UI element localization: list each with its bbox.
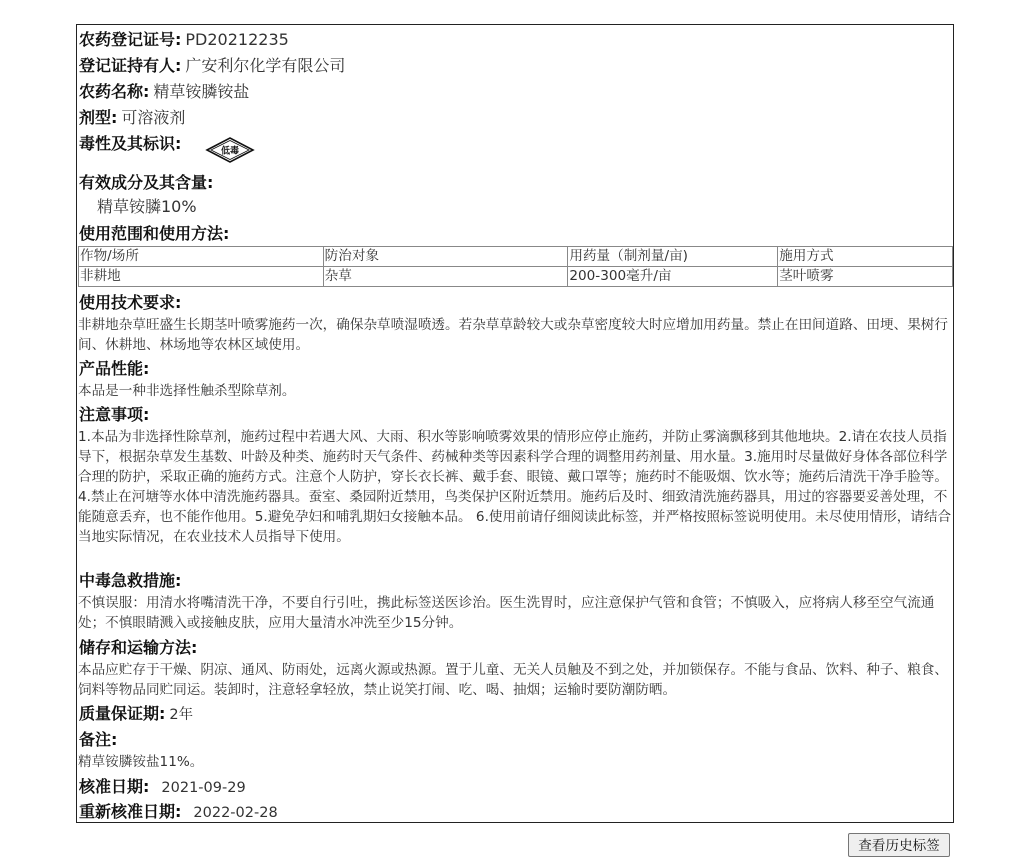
reapproval-date-value: 2022-02-28 xyxy=(193,805,278,821)
toxicity-badge-text: 低毒 xyxy=(220,146,240,157)
ingredient-value: 精草铵膦10% xyxy=(97,197,197,216)
formulation-value: 可溶液剂 xyxy=(121,108,186,127)
usage-header-cell: 用药量（制剂量/亩) xyxy=(568,247,778,267)
holder-label: 登记证持有人: xyxy=(79,56,182,75)
performance-text: 本品是一种非选择性触杀型除草剂。 xyxy=(78,383,296,399)
table-row xyxy=(79,267,953,287)
first-aid-heading xyxy=(79,571,951,591)
technique-heading xyxy=(79,293,951,313)
remarks-heading xyxy=(79,730,951,750)
registration-value: PD20212235 xyxy=(185,30,289,49)
view-history-label-button[interactable]: 查看历史标签 xyxy=(848,833,950,857)
storage-text: 本品应贮存于干燥、阴凉、通风、防雨处，远离火源或热源。置于儿童、无关人员触及不到之处，并加锁保存。不能与食品、饮料、种子、粮食、饲料等物品同贮同运。装卸时，注意轻拿轻放，禁止说笑打闹、吃、喝、抽烟；运输时要防潮防晒。 xyxy=(78,662,948,698)
pesticide-name-label: 农药名称: xyxy=(79,82,150,101)
performance-heading xyxy=(79,359,951,379)
toxicity-label: 毒性及其标识: xyxy=(79,134,182,153)
usage-header-cell: 防治对象 xyxy=(323,247,568,267)
low-toxicity-diamond-icon xyxy=(205,136,255,164)
approval-date-label: 核准日期: xyxy=(79,777,150,796)
approval-date-value: 2021-09-29 xyxy=(161,780,246,796)
usage-heading xyxy=(79,224,951,244)
usage-header-cell: 作物/场所 xyxy=(79,247,324,267)
registration-row xyxy=(79,30,951,50)
pesticide-name-value: 精草铵膦铵盐 xyxy=(153,82,250,101)
holder-value: 广安利尔化学有限公司 xyxy=(185,56,346,75)
first-aid-label: 中毒急救措施: xyxy=(79,571,182,590)
storage-label: 储存和运输方法: xyxy=(79,638,198,657)
usage-table xyxy=(78,246,953,287)
technique-label: 使用技术要求: xyxy=(79,293,182,312)
precautions-heading xyxy=(79,405,951,425)
ingredient-heading xyxy=(79,173,951,193)
remarks-label: 备注: xyxy=(79,730,118,749)
technique-text: 非耕地杂草旺盛生长期茎叶喷雾施药一次，确保杂草喷湿喷透。若杂草草龄较大或杂草密度较大时应增加用药量。禁止在田间道路、田埂、果树行间、休耕地、林场地等农林区域使用。 xyxy=(78,317,948,353)
ingredient-row xyxy=(97,197,951,217)
usage-table-header-row xyxy=(79,247,953,267)
usage-cell-method: 茎叶喷雾 xyxy=(778,267,953,287)
registration-label: 农药登记证号: xyxy=(79,30,182,49)
formulation-label: 剂型: xyxy=(79,108,118,127)
first-aid-text: 不慎误服：用清水将嘴清洗干净，不要自行引吐，携此标签送医诊治。医生洗胃时，应注意保护气管和食管；不慎吸入，应将病人移至空气流通处；不慎眼睛溅入或接触皮肤，应用大量清水冲洗至少15分钟。 xyxy=(78,595,935,631)
pesticide-name-row xyxy=(79,82,951,102)
precautions-label: 注意事项: xyxy=(79,405,150,424)
precautions-text: 1.本品为非选择性除草剂，施药过程中若遇大风、大雨、积水等影响喷雾效果的情形应停止施药，并防止雾滴飘移到其他地块。2.请在农技人员指导下，根据杂草发生基数、叶龄及种类、施药时天气条件、药械种类等因素科学合理的调整用药剂量、用水量。3.施用时尽量做好身体各部位科学合理的防护，采取正确的施药方式。注意个人防护，穿长衣长裤、戴手套、眼镜、戴口罩等；施药时不能吸烟、饮水等；施药后清洗干净手脸等。 4.禁止在河塘等水体中清洗施药器具。蚕室、桑园附近禁用，鸟类保护区附近禁用。施药后及时、细致清洗施药器具，用过的容器要妥善处理，不能随意丢弃，也不能作他用。5.避免孕妇和哺乳期妇女接触本品。 6.使用前请仔细阅读此标签，并严格按照标签说明使用。未尽使用情形，请结合当地实际情况，在农业技术人员指导下使用。 xyxy=(78,429,952,545)
holder-row xyxy=(79,56,951,76)
reapproval-date-row xyxy=(79,802,951,823)
performance-label: 产品性能: xyxy=(79,359,150,378)
usage-header-cell: 施用方式 xyxy=(778,247,953,267)
ingredient-label: 有效成分及其含量: xyxy=(79,173,214,192)
approval-date-row xyxy=(79,777,951,798)
usage-cell-target: 杂草 xyxy=(323,267,568,287)
usage-label: 使用范围和使用方法: xyxy=(79,224,230,243)
shelf-life-label: 质量保证期: xyxy=(79,704,166,723)
usage-cell-crop: 非耕地 xyxy=(79,267,324,287)
reapproval-date-label: 重新核准日期: xyxy=(79,802,182,821)
label-info-panel xyxy=(76,24,954,823)
shelf-life-row xyxy=(79,704,951,725)
shelf-life-value: 2年 xyxy=(169,707,194,723)
usage-cell-dosage: 200-300毫升/亩 xyxy=(568,267,778,287)
remarks-text: 精草铵膦铵盐11%。 xyxy=(78,754,204,770)
storage-heading xyxy=(79,638,951,658)
formulation-row xyxy=(79,108,951,128)
